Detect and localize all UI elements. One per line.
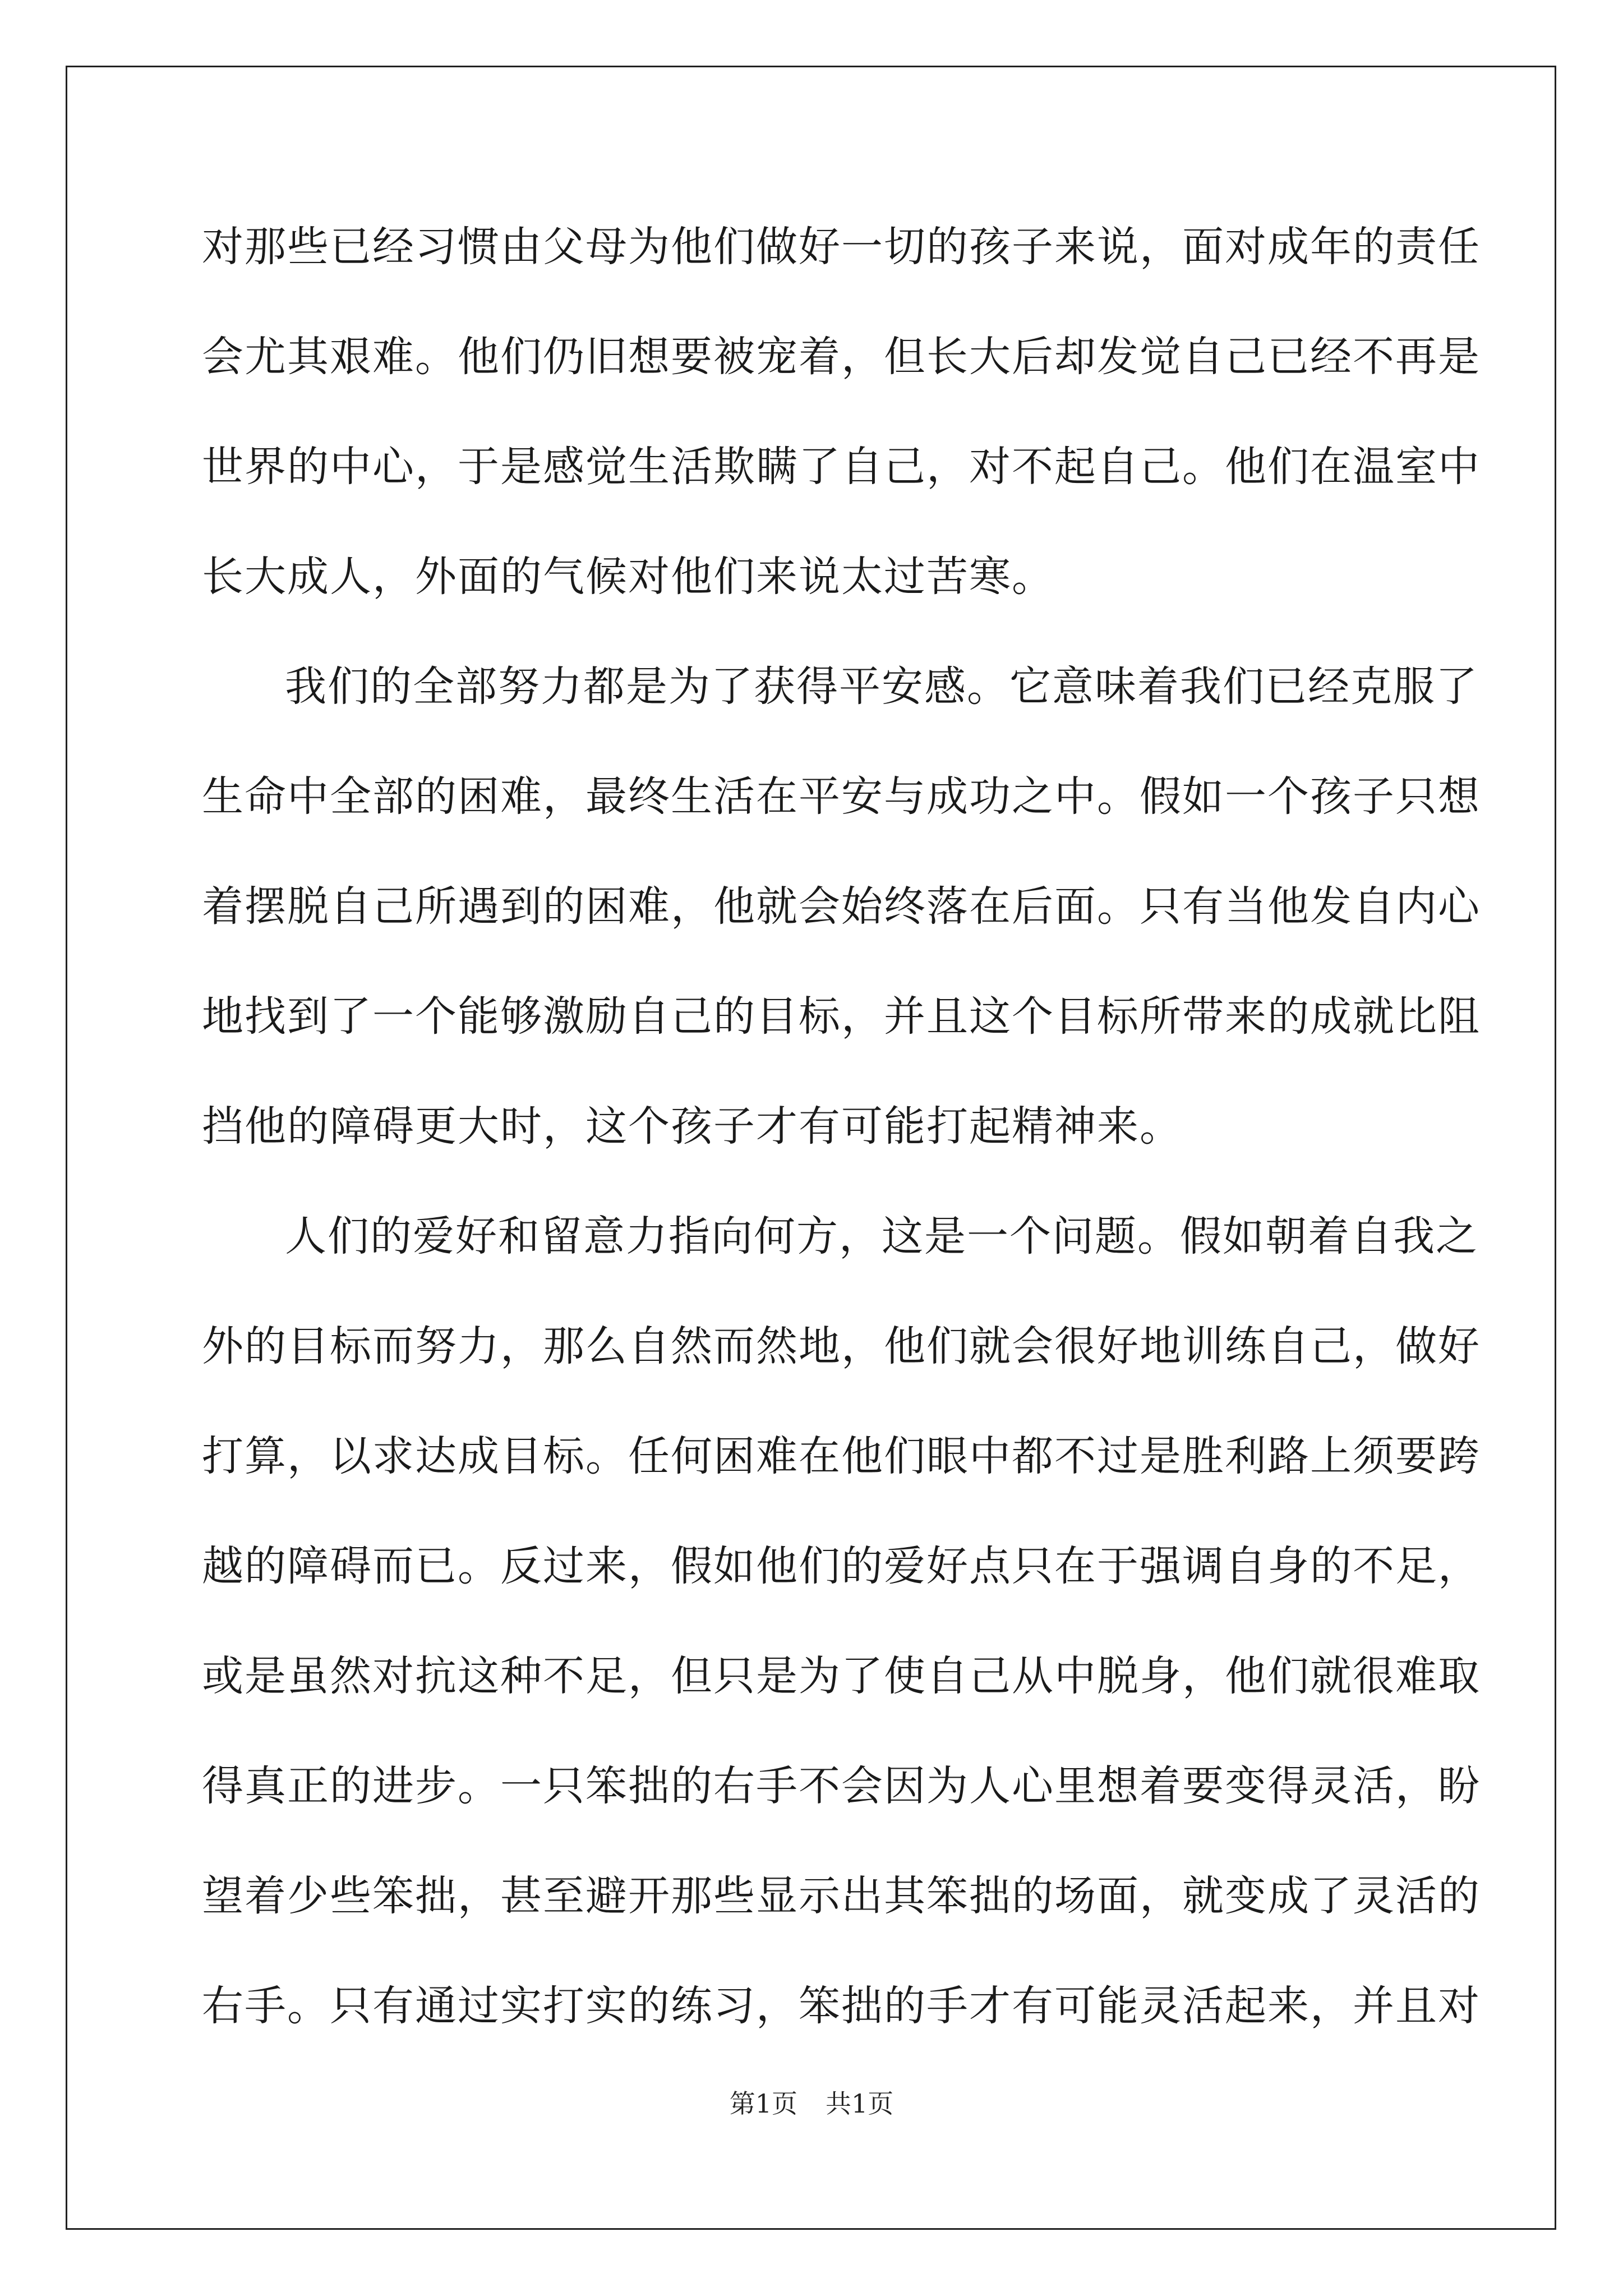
paragraph-2	[202, 647, 1481, 1197]
text-line: 我们的全部努力都是为了获得平安感。它意味着我们已经克服了	[285, 662, 1478, 711]
text-line: 越的障碍而已。反过来，假如他们的爱好点只在于强调自身的不足，	[202, 1542, 1481, 1590]
paragraph-3	[202, 1197, 1481, 2077]
text-line: 或是虽然对抗这种不足，但只是为了使自己从中脱身，他们就很难取	[202, 1652, 1481, 1700]
text-line: 着摆脱自己所遇到的困难，他就会始终落在后面。只有当他发自内心	[202, 882, 1481, 931]
page-total: 共1页	[826, 2088, 894, 2119]
text-line: 对那些已经习惯由父母为他们做好一切的孩子来说，面对成年的责任	[202, 223, 1481, 271]
text-line: 望着少些笨拙，甚至避开那些显示出其笨拙的场面，就变成了灵活的	[202, 1872, 1481, 1920]
text-line: 长大成人，外面的气候对他们来说太过苦寒。	[202, 553, 1054, 601]
paragraph-1	[202, 208, 1481, 647]
text-line: 生命中全部的困难，最终生活在平安与成功之中。假如一个孩子只想	[202, 772, 1481, 821]
text-line: 地找到了一个能够激励自己的目标，并且这个目标所带来的成就比阻	[202, 992, 1481, 1041]
document-body	[202, 208, 1481, 2077]
text-line: 得真正的进步。一只笨拙的右手不会因为人心里想着要变得灵活，盼	[202, 1762, 1481, 1810]
text-line: 世界的中心，于是感觉生活欺瞒了自己，对不起自己。他们在温室中	[202, 443, 1481, 491]
text-line: 挡他的障碍更大时，这个孩子才有可能打起精神来。	[202, 1102, 1182, 1151]
text-line: 右手。只有通过实打实的练习，笨拙的手才有可能灵活起来，并且对	[202, 1982, 1481, 2030]
text-line: 人们的爱好和留意力指向何方，这是一个问题。假如朝着自我之	[285, 1212, 1478, 1260]
text-line: 外的目标而努力，那么自然而然地，他们就会很好地训练自己，做好	[202, 1322, 1481, 1370]
page-footer	[0, 2087, 1623, 2120]
text-line: 打算，以求达成目标。任何困难在他们眼中都不过是胜利路上须要跨	[202, 1432, 1481, 1480]
page-number: 第1页	[729, 2088, 797, 2119]
text-line: 会尤其艰难。他们仍旧想要被宠着，但长大后却发觉自己已经不再是	[202, 333, 1481, 381]
